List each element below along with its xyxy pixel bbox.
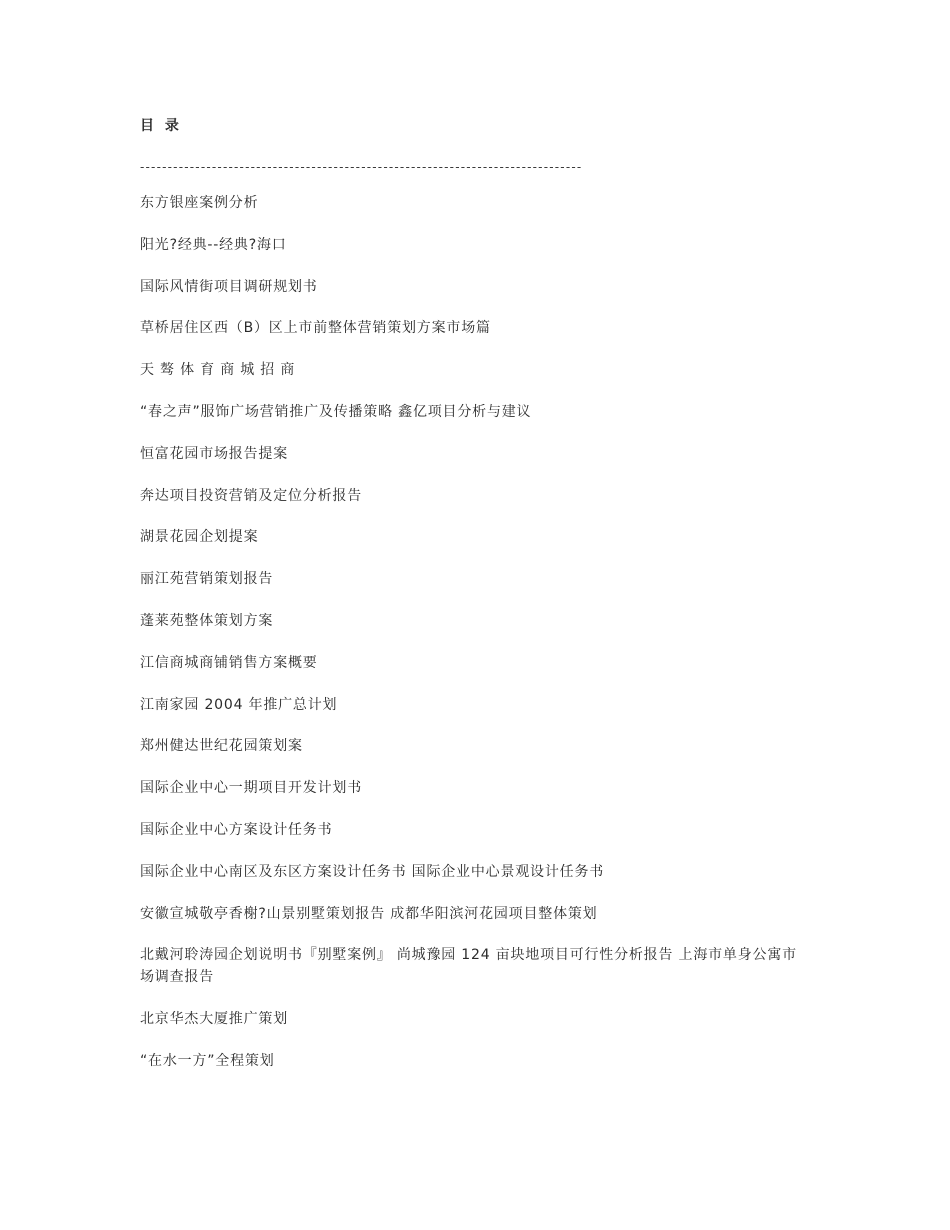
toc-entry: 江信商城商铺销售方案概要 (140, 654, 318, 671)
toc-entry: 安徽宣城敬亭香榭?山景别墅策划报告 成都华阳滨河花园项目整体策划 (140, 905, 598, 922)
toc-entry: 国际企业中心南区及东区方案设计任务书 国际企业中心景观设计任务书 (140, 863, 605, 880)
toc-entry: 奔达项目投资营销及定位分析报告 (140, 487, 362, 504)
toc-entry: 湖景花园企划提案 (140, 529, 259, 546)
toc-title: 目 录 (140, 118, 182, 134)
toc-entry: 东方银座案例分析 (140, 195, 259, 211)
toc-entry: 国际企业中心方案设计任务书 (140, 821, 333, 838)
toc-entry: 天 骜 体 育 商 城 招 商 (140, 362, 296, 379)
toc-entry: 北京华杰大厦推广策划 (140, 1011, 288, 1028)
toc-entry: 恒富花园市场报告提案 (140, 445, 288, 462)
toc-entry: 阳光?经典--经典?海口 (140, 236, 287, 253)
toc-list (140, 192, 805, 1072)
toc-entry: 国际风情街项目调研规划书 (140, 278, 318, 295)
document-page (140, 116, 805, 1092)
toc-entry: 丽江苑营销策划报告 (140, 571, 274, 588)
toc-entry: “春之声”服饰广场营销推广及传播策略 鑫亿项目分析与建议 (140, 403, 532, 420)
dashed-divider: -------------------------------------------------------------------------------- (140, 160, 583, 174)
toc-entry: 国际企业中心一期项目开发计划书 (140, 780, 362, 797)
toc-entry: 江南家园 2004 年推广总计划 (140, 696, 338, 713)
toc-entry: 蓬莱苑整体策划方案 (140, 612, 274, 629)
toc-entry: 郑州健达世纪花园策划案 (140, 738, 303, 755)
toc-entry: 草桥居住区西（B）区上市前整体营销策划方案市场篇 (140, 320, 491, 337)
toc-entry: “在水一方”全程策划 (140, 1052, 275, 1069)
toc-entry: 北戴河聆涛园企划说明书『别墅案例』 尚城豫园 124 亩块地项目可行性分析报告 上海市单身公寓市场调查报告 (140, 947, 797, 986)
